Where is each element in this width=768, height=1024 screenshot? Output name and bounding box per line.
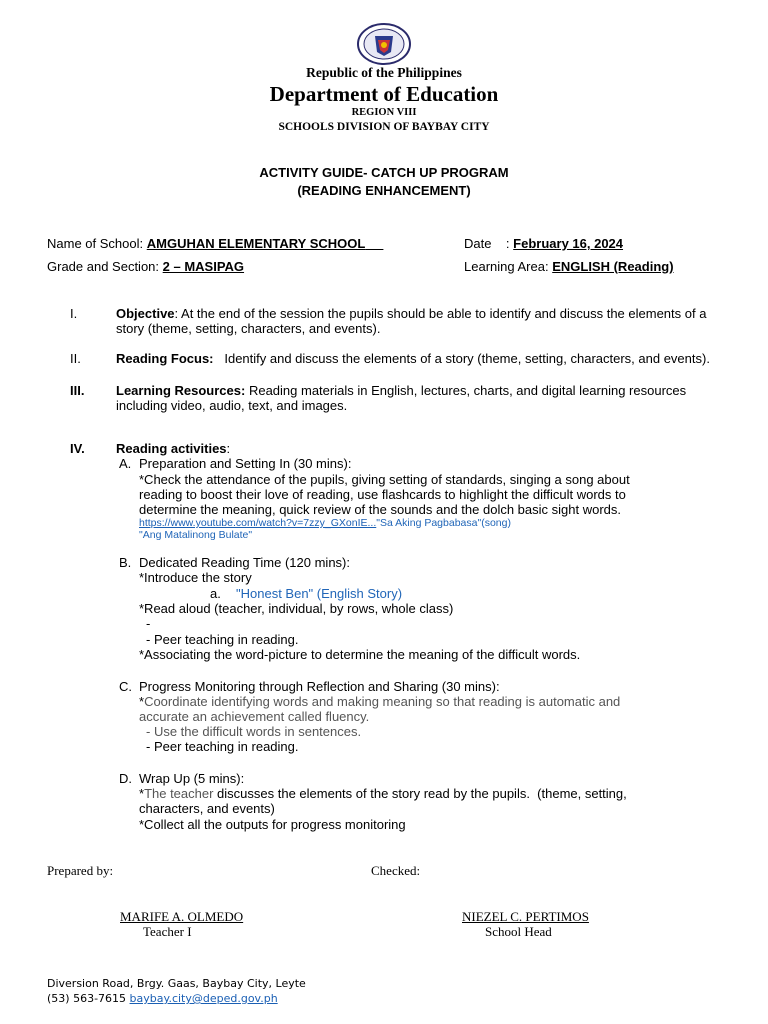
activity-b-line5: *Associating the word-picture to determine the meaning of the difficult words.: [139, 647, 581, 662]
grade-value: 2 – MASIPAG: [162, 259, 245, 274]
activity-b-line3: -: [146, 616, 151, 631]
area-info: [464, 259, 674, 274]
grade-info: [47, 259, 244, 274]
region-header: REGION VIII: [351, 107, 417, 118]
footer-phone: (53) 563-7615: [47, 992, 127, 1005]
title-line2: (READING ENHANCEMENT): [297, 183, 471, 198]
deped-seal-logo: [356, 22, 412, 66]
section-1: [116, 306, 716, 336]
activity-d-line3: *Collect all the outputs for progress monitoring: [139, 817, 406, 832]
activity-b-line2: *Read aloud (teacher, individual, by rows, whole class): [139, 601, 454, 616]
preparer-name: MARIFE A. OLMEDO: [120, 909, 244, 924]
checker-role: School Head: [485, 924, 552, 939]
section-4: [116, 441, 716, 456]
republic-header: Republic of the Philippines: [306, 65, 462, 80]
song-title: "Sa Aking Pagbabasa"(song): [376, 517, 511, 529]
activity-b-title: Dedicated Reading Time (120 mins):: [139, 555, 350, 570]
activity-b-line1: *Introduce the story: [139, 570, 252, 585]
section-2-title: Reading Focus:: [116, 351, 214, 366]
section-4-colon: :: [226, 441, 231, 456]
date-separator: :: [505, 236, 510, 251]
date-value: February 16, 2024: [513, 236, 624, 251]
activity-d-line2: characters, and events): [139, 801, 275, 816]
section-3-title: Learning Resources:: [116, 383, 246, 398]
footer-contact: [47, 992, 278, 1005]
youtube-link[interactable]: https://www.youtube.com/watch?v=7zzy_GXonIE...: [139, 517, 377, 529]
c-line1-text: Coordinate identifying words and making meaning so that reading is automatic and: [144, 694, 621, 709]
checker-name: NIEZEL C. PERTIMOS: [462, 909, 589, 924]
activity-c-title: Progress Monitoring through Reflection and Sharing (30 mins):: [139, 679, 500, 694]
checked-label: Checked:: [371, 863, 421, 878]
d-teacher: The teacher: [144, 786, 214, 801]
activity-b-sub-label: a.: [210, 586, 221, 601]
activity-a-song2: "Ang Matalinong Bulate": [139, 529, 253, 541]
section-4-number: IV.: [70, 441, 85, 456]
d-star: *: [139, 786, 145, 801]
school-label: Name of School:: [47, 236, 144, 251]
activity-a-line2: reading to boost their love of reading, use flashcards to highlight the difficult words to: [139, 487, 626, 502]
section-2: [116, 351, 716, 366]
area-value: ENGLISH (Reading): [552, 259, 674, 274]
preparer-role: Teacher I: [143, 924, 192, 939]
section-1-title: Objective: [116, 306, 175, 321]
activity-b-label: B.: [119, 555, 132, 570]
section-1-number: I.: [70, 306, 78, 321]
section-3: [116, 383, 716, 413]
date-info: [464, 236, 623, 251]
activity-d-label: D.: [119, 771, 132, 786]
title-line1: ACTIVITY GUIDE- CATCH UP PROGRAM: [259, 165, 509, 180]
activity-c-line2: accurate an achievement called fluency.: [139, 709, 370, 724]
section-3-number: III.: [70, 383, 85, 398]
activity-c-line1: [139, 694, 620, 709]
activity-c-label: C.: [119, 679, 132, 694]
c-star: *: [139, 694, 145, 709]
section-2-text: Identify and discuss the elements of a story (theme, setting, characters, and events).: [224, 351, 710, 366]
d-line1-text: discusses the elements of the story read by the pupils. (theme, setting,: [213, 786, 627, 801]
date-label: Date: [464, 236, 492, 251]
footer-address: Diversion Road, Brgy. Gaas, Baybay City, Leyte: [47, 977, 306, 990]
prepared-label: Prepared by:: [47, 863, 114, 878]
activity-a-line3: determine the meaning, quick review of the sounds and the dolch basic sight words.: [139, 502, 621, 517]
section-1-text: : At the end of the session the pupils should be able to identify and discuss the elements of a story (theme, setting, characters, and events).: [116, 306, 707, 336]
section-3-text: Reading materials in English, lectures, charts, and digital learning resources including video, audio, text, and images.: [116, 383, 687, 413]
footer-email-link[interactable]: baybay.city@deped.gov.ph: [129, 992, 278, 1005]
activity-c-line3: - Use the difficult words in sentences.: [146, 724, 362, 739]
activity-d-line1: [139, 786, 627, 801]
activity-d-title: Wrap Up (5 mins):: [139, 771, 245, 786]
department-header: Department of Education: [269, 82, 499, 106]
activity-a-title: Preparation and Setting In (30 mins):: [139, 456, 352, 471]
activity-c-line4: - Peer teaching in reading.: [146, 739, 299, 754]
section-2-number: II.: [70, 351, 81, 366]
area-label: Learning Area:: [464, 259, 549, 274]
section-4-title: Reading activities: [116, 441, 227, 456]
activity-b-line4: - Peer teaching in reading.: [146, 632, 299, 647]
division-header: SCHOOLS DIVISION OF BAYBAY CITY: [278, 121, 490, 133]
activity-a-line1: *Check the attendance of the pupils, giving setting of standards, singing a song about: [139, 472, 630, 487]
grade-label: Grade and Section:: [47, 259, 160, 274]
activity-a-resources: [139, 517, 511, 529]
school-info: [47, 236, 383, 251]
story-title: "Honest Ben" (English Story): [236, 586, 403, 601]
school-value: AMGUHAN ELEMENTARY SCHOOL: [146, 236, 366, 251]
activity-a-label: A.: [119, 456, 132, 471]
